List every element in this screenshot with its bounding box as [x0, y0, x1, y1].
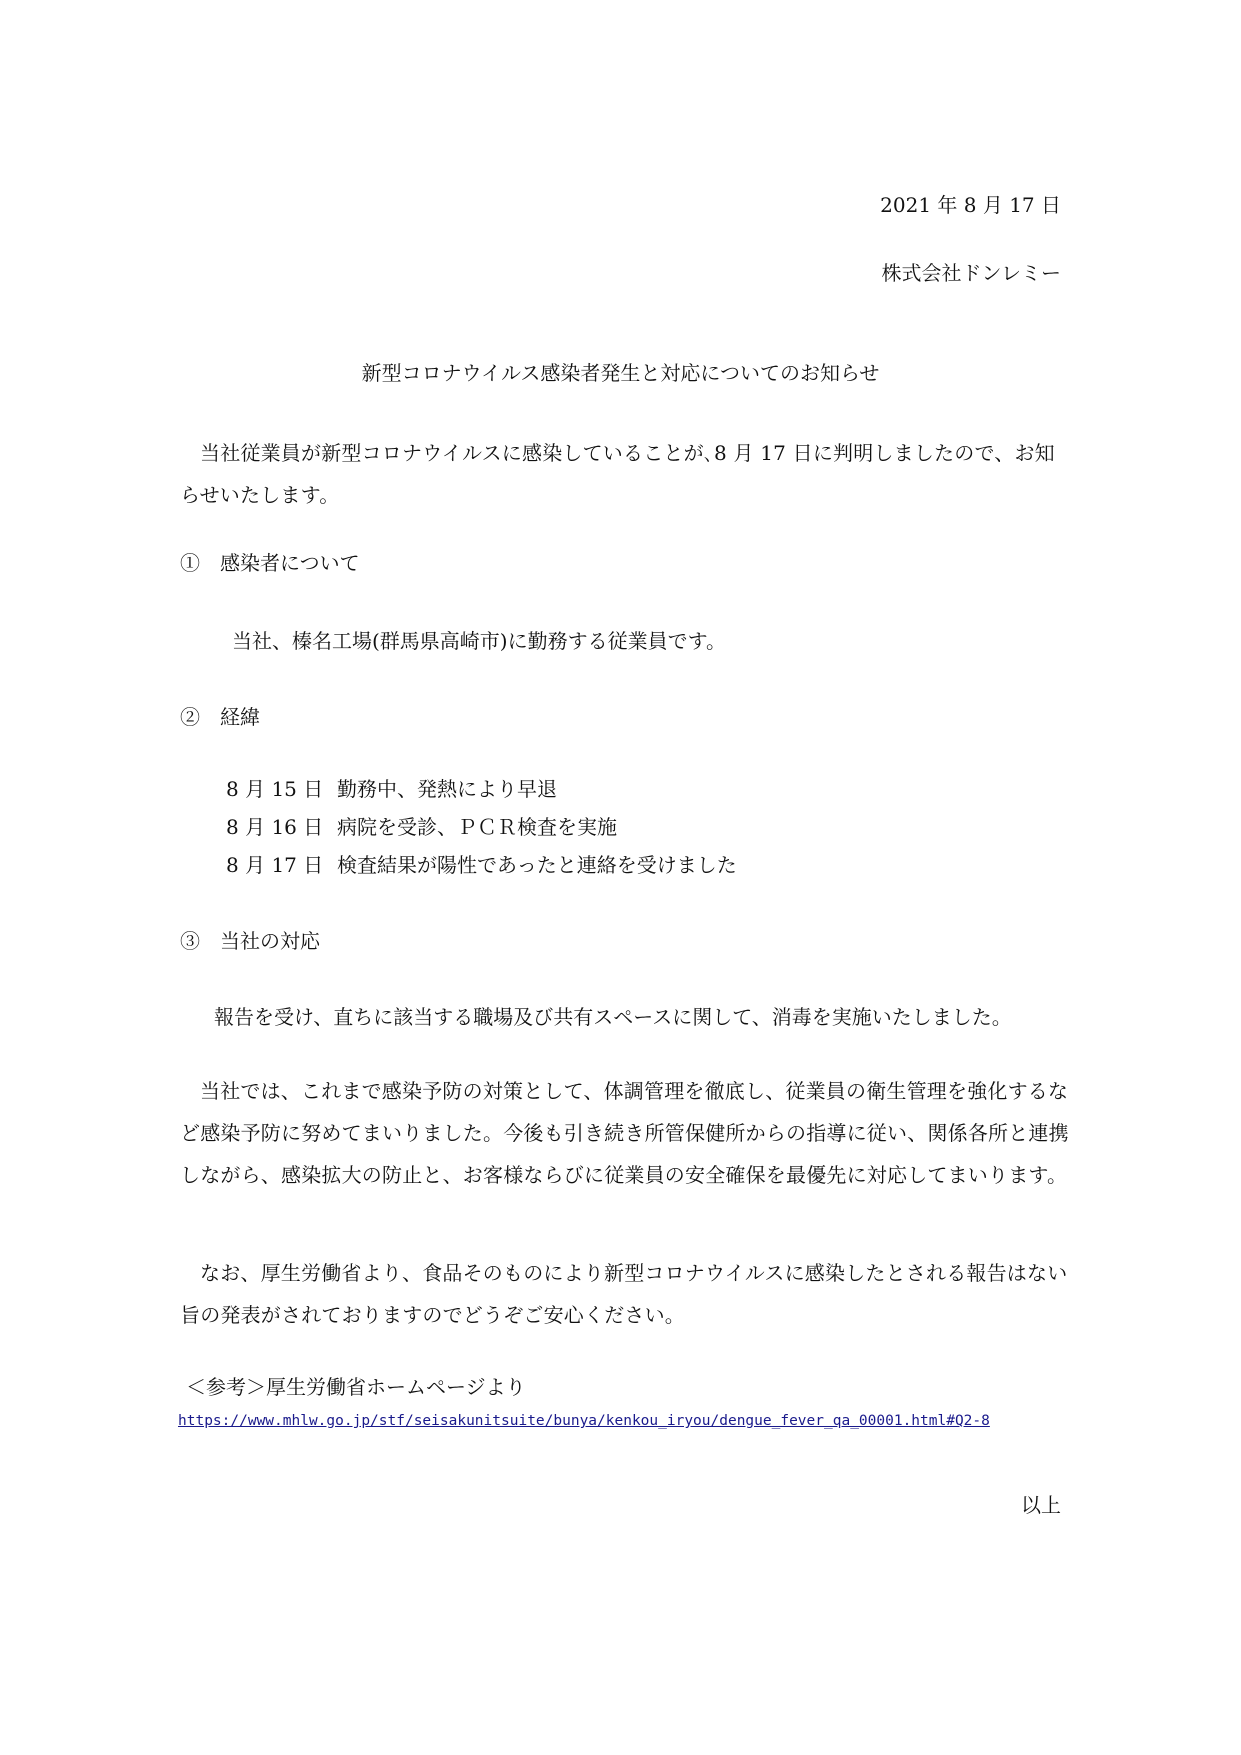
- section-body-response: 報告を受け、直ちに該当する職場及び共有スペースに関して、消毒を実施いたしました。: [214, 1005, 1012, 1029]
- timeline-date: 8 月 15 日: [226, 777, 324, 801]
- document-date: 2021 年 8 月 17 日: [880, 193, 1061, 217]
- food-safety-paragraph: なお、厚生労働省より、食品そのものにより新型コロナウイルスに感染したとされる報告はない旨の発表がされておりますのでどうぞご安心ください。: [180, 1261, 1068, 1327]
- section-heading-response: ③ 当社の対応: [180, 929, 320, 953]
- timeline-date: 8 月 16 日: [226, 815, 324, 839]
- timeline-event: 勤務中、発熱により早退: [337, 777, 557, 801]
- section-body-infected: 当社、榛名工場(群馬県高崎市)に勤務する従業員です。: [232, 629, 727, 653]
- timeline-event: 検査結果が陽性であったと連絡を受けました: [337, 853, 737, 877]
- company-name: 株式会社ドンレミー: [881, 261, 1061, 285]
- section-heading-timeline: ② 経緯: [180, 705, 260, 729]
- closing-mark: 以上: [1021, 1493, 1061, 1517]
- prevention-paragraph: 当社では、これまで感染予防の対策として、体調管理を徹底し、従業員の衛生管理を強化するなど感染予防に努めてまいりました。今後も引き続き所管保健所からの指導に従い、関係各所と連携しながら、感染拡大の防止と、お客様ならびに従業員の安全確保を最優先に対応してまいります。: [180, 1079, 1069, 1187]
- timeline-date: 8 月 17 日: [226, 853, 324, 877]
- timeline-event: 病院を受診、ＰＣＲ検査を実施: [337, 815, 617, 839]
- reference-link[interactable]: https://www.mhlw.go.jp/stf/seisakunitsuite/bunya/kenkou_iryou/dengue_fever_qa_00001.html#Q2-8: [178, 1413, 990, 1429]
- intro-paragraph: 当社従業員が新型コロナウイルスに感染していることが､8 月 17 日に判明しましたので、お知らせいたします。: [180, 441, 1055, 507]
- page-title: 新型コロナウイルス感染者発生と対応についてのお知らせ: [361, 361, 880, 385]
- section-heading-infected: ① 感染者について: [180, 551, 360, 575]
- reference-label: ＜参考＞厚生労働省ホームページより: [186, 1375, 526, 1399]
